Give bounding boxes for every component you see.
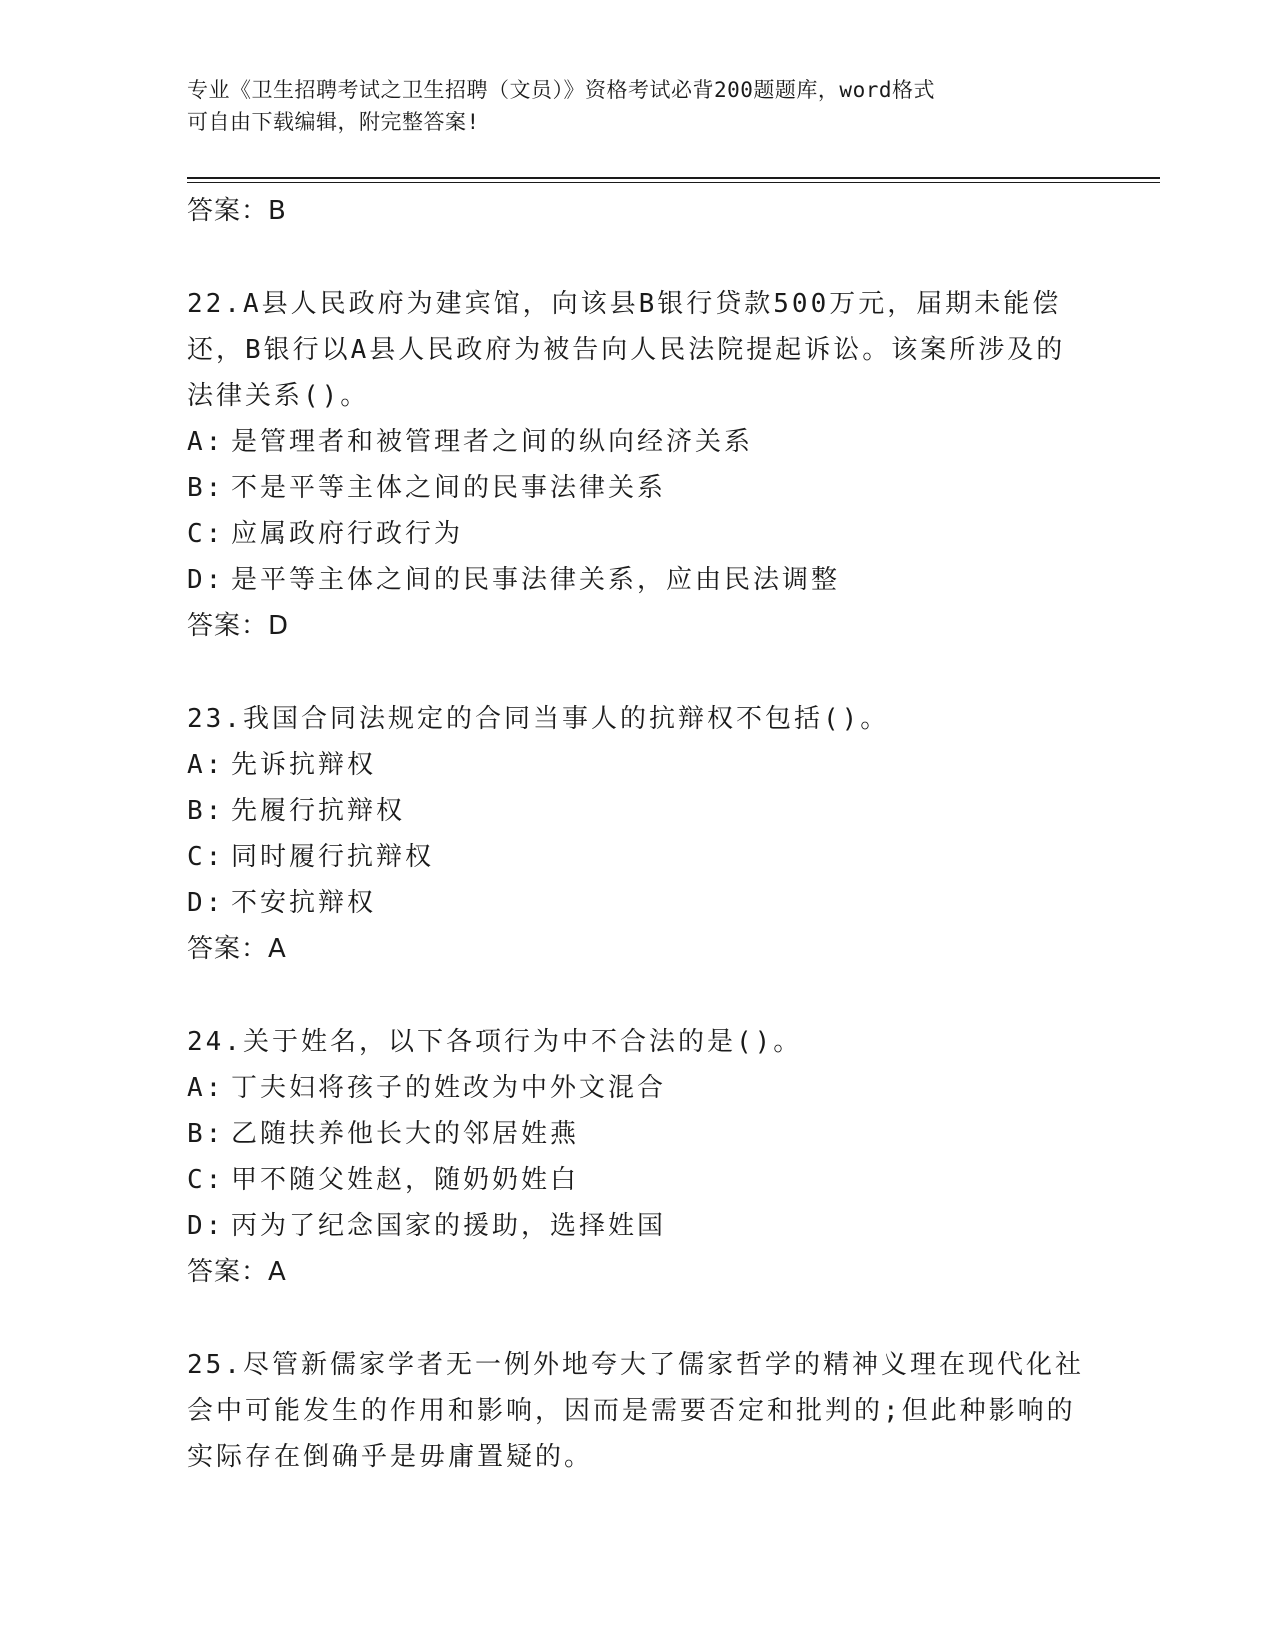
option-text: 丁夫妇将孩子的姓改为中外文混合 (231, 1073, 667, 1103)
question-22-answer: 答案：D (187, 611, 290, 641)
question-list (187, 188, 1087, 1480)
option-text: 先履行抗辩权 (231, 796, 406, 826)
question-24-option-b (187, 1111, 1087, 1157)
question-22-stem: 22.A县人民政府为建宾馆，向该县B银行贷款500万元，届期未能偿还，B银行以A县人民政府为被告向人民法院提起诉讼。该案所涉及的法律关系()。 (187, 289, 1066, 411)
option-letter: B: (187, 473, 225, 503)
option-letter: C: (187, 1165, 225, 1195)
question-22-option-c (187, 511, 1087, 557)
option-text: 是平等主体之间的民事法律关系，应由民法调整 (231, 565, 841, 595)
question-23-option-a (187, 742, 1087, 788)
option-letter: B: (187, 1119, 225, 1149)
header-divider-thick (187, 177, 1160, 179)
previous-answer: 答案：B (187, 196, 287, 226)
question-25-stem: 25.尽管新儒家学者无一例外地夸大了儒家哲学的精神义理在现代化社会中可能发生的作用和影响，因而是需要否定和批判的;但此种影响的实际存在倒确乎是毋庸置疑的。 (187, 1350, 1084, 1472)
option-text: 不是平等主体之间的民事法律关系 (231, 473, 667, 503)
header-line-2: 可自由下载编辑，附完整答案! (187, 110, 480, 134)
question-23-option-c (187, 834, 1087, 880)
question-24-option-c (187, 1157, 1087, 1203)
question-23-answer: 答案：A (187, 934, 287, 964)
question-22-option-d (187, 557, 1087, 603)
option-letter: A: (187, 750, 225, 780)
option-letter: D: (187, 1211, 225, 1241)
question-23-option-d (187, 880, 1087, 926)
question-22-option-b (187, 465, 1087, 511)
option-text: 乙随扶养他长大的邻居姓燕 (231, 1119, 580, 1149)
option-text: 甲不随父姓赵，随奶奶姓白 (231, 1165, 580, 1195)
option-text: 先诉抗辩权 (231, 750, 377, 780)
question-24-option-a (187, 1065, 1087, 1111)
question-23-option-b (187, 788, 1087, 834)
option-letter: C: (187, 519, 225, 549)
option-text: 同时履行抗辩权 (231, 842, 435, 872)
question-24-option-d (187, 1203, 1087, 1249)
question-22-option-a (187, 419, 1087, 465)
question-24-answer: 答案：A (187, 1257, 287, 1287)
option-text: 不安抗辩权 (231, 888, 377, 918)
option-text: 应属政府行政行为 (231, 519, 464, 549)
document-header (187, 74, 1067, 138)
question-24-stem: 24.关于姓名，以下各项行为中不合法的是()。 (187, 1027, 803, 1057)
option-letter: A: (187, 1073, 225, 1103)
option-letter: D: (187, 565, 225, 595)
question-23-stem: 23.我国合同法规定的合同当事人的抗辩权不包括()。 (187, 704, 890, 734)
option-text: 是管理者和被管理者之间的纵向经济关系 (231, 427, 754, 457)
option-letter: A: (187, 427, 225, 457)
header-divider-thin (187, 182, 1160, 183)
option-text: 丙为了纪念国家的援助，选择姓国 (231, 1211, 667, 1241)
option-letter: D: (187, 888, 225, 918)
option-letter: C: (187, 842, 225, 872)
header-line-1: 专业《卫生招聘考试之卫生招聘（文员）》资格考试必背200题题库，word格式 (187, 78, 935, 102)
option-letter: B: (187, 796, 225, 826)
